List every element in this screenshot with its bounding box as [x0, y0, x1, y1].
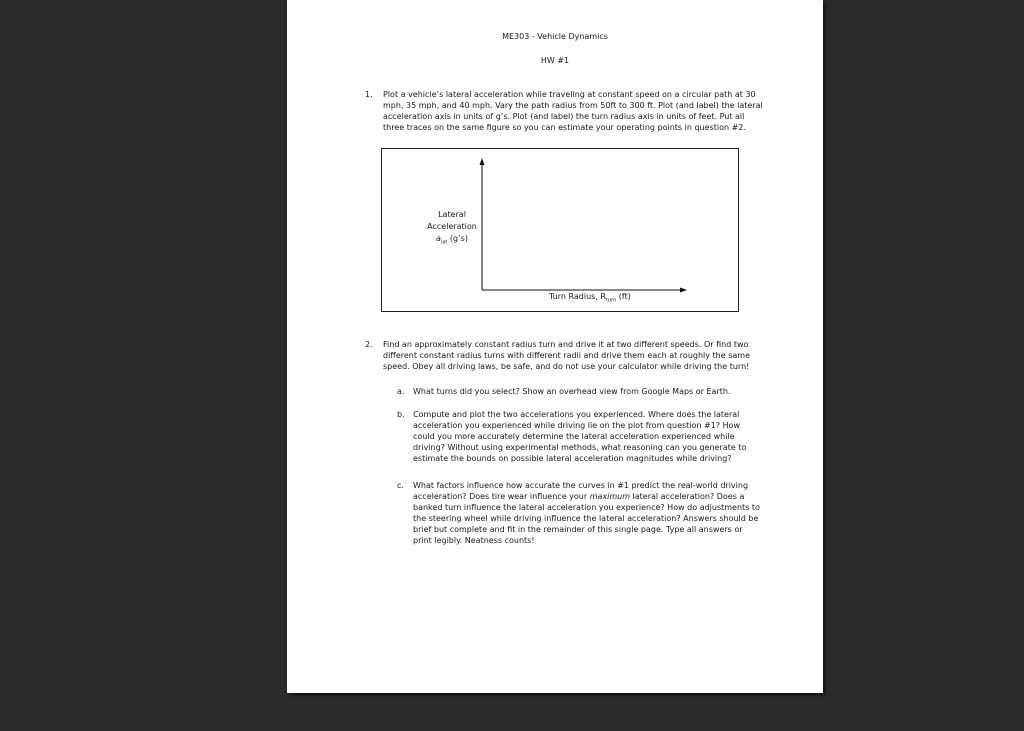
course-title: ME303 - Vehicle Dynamics	[502, 32, 608, 41]
y-axis-unit: (g’s)	[447, 234, 468, 243]
question-1-number: 1.	[365, 90, 373, 99]
question-2c-letter: c.	[397, 481, 404, 490]
y-axis-label-line-1: Lateral	[438, 210, 466, 219]
document-page	[287, 0, 823, 693]
y-axis-label-line-3	[417, 233, 487, 249]
question-2-number: 2.	[365, 340, 373, 349]
y-axis-subscript: lat	[440, 239, 448, 246]
question-2b-letter: b.	[397, 410, 405, 419]
y-axis-arrow	[480, 158, 485, 165]
y-axis-symbol: a	[436, 234, 441, 243]
x-axis-label-prefix: Turn Radius, R	[549, 292, 606, 301]
question-2a-text: What turns did you select? Show an overhead view from Google Maps or Earth.	[413, 387, 731, 396]
x-axis-unit: (ft)	[616, 292, 631, 301]
question-2a-letter: a.	[397, 387, 405, 396]
question-2c-text-part-1: What factors influence how accurate the curves in #1 predict the real-world driving acceleration? Does tire wear influence your	[413, 481, 749, 501]
question-2b-text: Compute and plot the two accelerations you experienced. Where does the lateral acceleration you experienced while driving lie on the plot from question #1? How could you more accurately determine the lateral acceleration experienced while driving? Without using experimental methods, what reasoning can you generate to estimate the bounds on possible lateral acceleration magnitudes while driving?	[413, 410, 747, 463]
y-axis-label	[417, 209, 487, 249]
question-1-text: Plot a vehicle’s lateral acceleration while traveling at constant speed on a circular path at 30 mph, 35 mph, and 40 mph. Vary the path radius from 50ft to 300 ft. Plot (and label) the lateral acceleration axis in units of g’s. Plot (and label) the turn radius axis in units of feet. Put all three traces on the same figure so you can estimate your operating points in question #2.	[383, 90, 763, 132]
x-axis-label	[549, 291, 631, 307]
question-2c-text-part-2: lateral acceleration? Does a banked turn influence the lateral acceleration you experience? How do adjustments to the steering wheel while driving influence the lateral acceleration? Answers should be brief but complete and fit in the remainder of this single page. Type all answers or print legibly. Neatness counts!	[413, 492, 760, 545]
x-axis-arrow	[680, 288, 687, 293]
question-2c-emphasis: maximum	[589, 492, 630, 501]
x-axis-subscript: turn	[605, 297, 617, 304]
homework-title: HW #1	[540, 56, 570, 65]
y-axis-label-line-2: Acceleration	[427, 222, 477, 231]
question-2-text: Find an approximately constant radius turn and drive it at two different speeds. Or find two different constant radius turns with different radii and drive them each at roughly the same speed. Obey all driving laws, be safe, and do not use your calculator while driving the turn!	[383, 340, 750, 371]
question-2c-text	[413, 480, 763, 546]
